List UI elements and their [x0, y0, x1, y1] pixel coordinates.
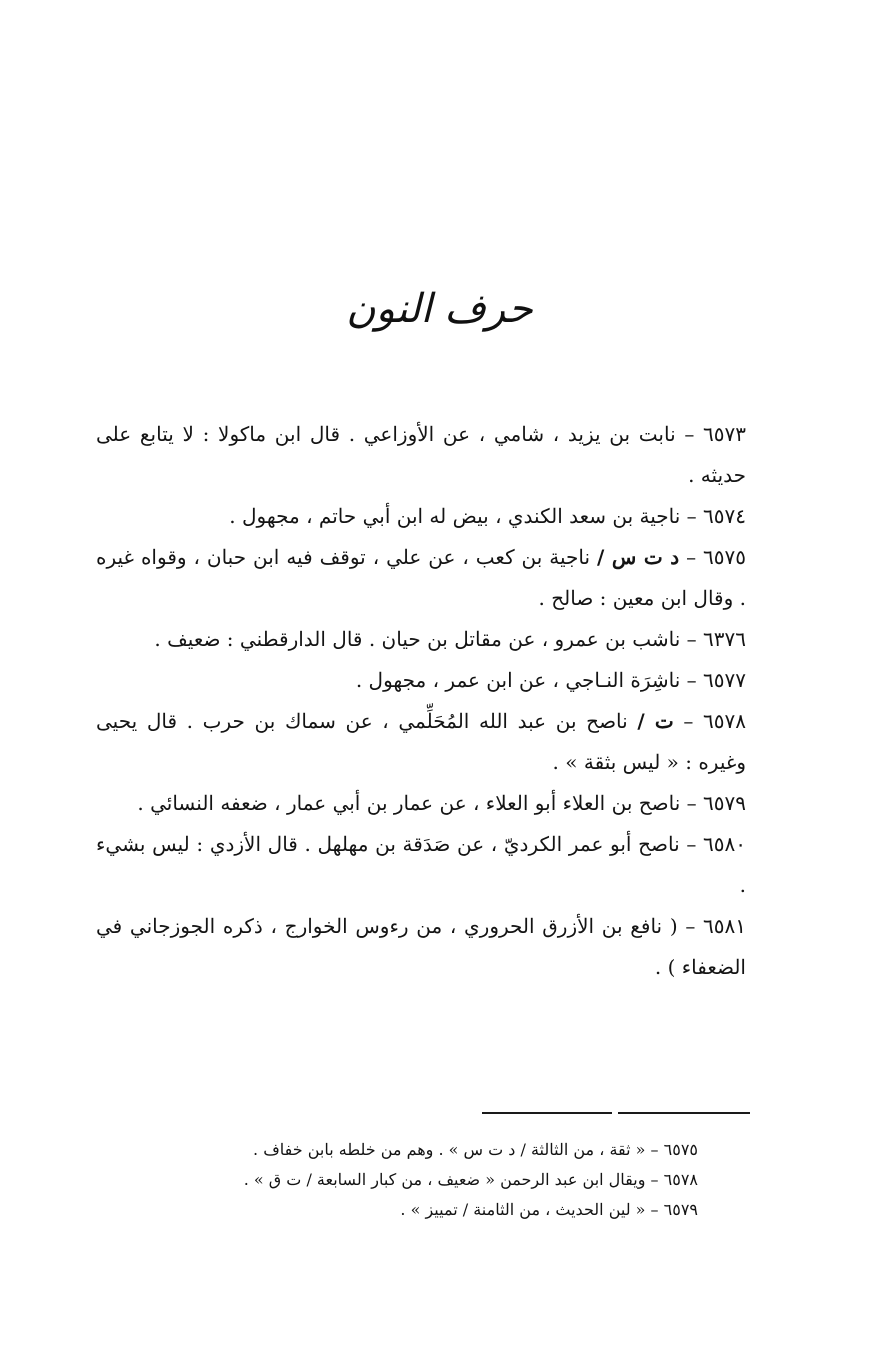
entry-code: د ت س /: [597, 545, 680, 569]
entry-text: ناشب بن عمرو ، عن مقاتل بن حيان . قال الدارقطني : ضعيف .: [154, 627, 681, 651]
entry-number: ٦٥٧٩: [703, 791, 746, 815]
entry-number: ٦٥٨٠: [703, 832, 746, 856]
entries-list: [96, 414, 746, 988]
entry-text: ناشِرَة النـاجي ، عن ابن عمر ، مجهول .: [355, 668, 681, 692]
entry-text: ناجية بن كعب ، عن علي ، توقف فيه ابن حبان ، وقواه غيره . وقال ابن معين : صالح .: [96, 545, 746, 610]
entry-number: ٦٣٧٦: [703, 627, 746, 651]
footnotes: [104, 1135, 698, 1225]
entry-number: ٦٥٨١: [703, 914, 747, 938]
entry-number: ٦٥٧٤: [703, 504, 746, 528]
entry-text: ناصح بن العلاء أبو العلاء ، عن عمار بن أبي عمار ، ضعفه النسائي .: [137, 791, 681, 815]
footnote-text: ويقال ابن عبد الرحمن « ضعيف ، من كبار السابعة / ت ق » .: [243, 1170, 646, 1189]
entry-6577: ٦٥٧٧ – ناشِرَة النـاجي ، عن ابن عمر ، مجهول .: [355, 668, 746, 692]
chapter-heading: حرف النون: [346, 286, 533, 332]
footnote-number: ٦٥٧٩: [663, 1200, 698, 1219]
entry-6580: ٦٥٨٠ – ناصح أبو عمر الكرديّ ، عن صَدَقة بن مهلهل . قال الأزدي : ليس بشيء .: [96, 832, 746, 897]
entry-text: ناجية بن سعد الكندي ، بيض له ابن أبي حاتم ، مجهول .: [229, 504, 681, 528]
entry-text: ( نافع بن الأزرق الحروري ، من رءوس الخوارج ، ذكره الجوزجاني في الضعفاء ) .: [96, 914, 746, 979]
entry-6376: ٦٣٧٦ – ناشب بن عمرو ، عن مقاتل بن حيان . قال الدارقطني : ضعيف .: [154, 627, 746, 651]
entry-6579: ٦٥٧٩ – ناصح بن العلاء أبو العلاء ، عن عمار بن أبي عمار ، ضعفه النسائي .: [137, 791, 746, 815]
separator-line-right: [618, 1112, 750, 1114]
footnote-6575: ٦٥٧٥ – « ثقة ، من الثالثة / د ت س » . وهم من خلطه بابن خفاف .: [253, 1140, 698, 1159]
entry-number: ٦٥٧٨: [703, 709, 746, 733]
footnote-separator: [482, 1112, 750, 1114]
entry-6578: ٦٥٧٨ – ت / ناصح بن عبد الله المُحَلِّمي ، عن سماك بن حرب . قال يحيى وغيره : « ليس بثقة » .: [96, 709, 746, 774]
entry-6573: ٦٥٧٣ – نابت بن يزيد ، شامي ، عن الأوزاعي . قال ابن ماكولا : لا يتابع على حديثه .: [96, 422, 746, 487]
entry-6574: ٦٥٧٤ – ناجية بن سعد الكندي ، بيض له ابن أبي حاتم ، مجهول .: [229, 504, 746, 528]
footnote-number: ٦٥٧٨: [663, 1170, 698, 1189]
entry-6581: ٦٥٨١ – ( نافع بن الأزرق الحروري ، من رءوس الخوارج ، ذكره الجوزجاني في الضعفاء ) .: [96, 914, 747, 979]
entry-text: نابت بن يزيد ، شامي ، عن الأوزاعي . قال ابن ماكولا : لا يتابع على حديثه .: [96, 422, 746, 487]
footnote-6579: ٦٥٧٩ – « لين الحديث ، من الثامنة / تمييز » .: [400, 1200, 698, 1219]
entry-number: ٦٥٧٣: [703, 422, 746, 446]
entry-text: ناصح أبو عمر الكرديّ ، عن صَدَقة بن مهلهل . قال الأزدي : ليس بشيء .: [96, 832, 746, 897]
entry-6575: ٦٥٧٥ – د ت س / ناجية بن كعب ، عن علي ، توقف فيه ابن حبان ، وقواه غيره . وقال ابن معين : صالح .: [96, 545, 747, 610]
entry-text: ناصح بن عبد الله المُحَلِّمي ، عن سماك بن حرب . قال يحيى وغيره : « ليس بثقة » .: [96, 709, 746, 774]
entry-number: ٦٥٧٧: [703, 668, 746, 692]
entry-number: ٦٥٧٥: [703, 545, 747, 569]
footnote-text: « ثقة ، من الثالثة / د ت س » . وهم من خلطه بابن خفاف .: [253, 1140, 646, 1159]
entry-code: ت /: [637, 709, 674, 733]
footnote-6578: ٦٥٧٨ – ويقال ابن عبد الرحمن « ضعيف ، من كبار السابعة / ت ق » .: [243, 1170, 698, 1189]
footnote-number: ٦٥٧٥: [663, 1140, 698, 1159]
separator-line-left: [482, 1112, 612, 1114]
footnote-text: « لين الحديث ، من الثامنة / تمييز » .: [400, 1200, 646, 1219]
